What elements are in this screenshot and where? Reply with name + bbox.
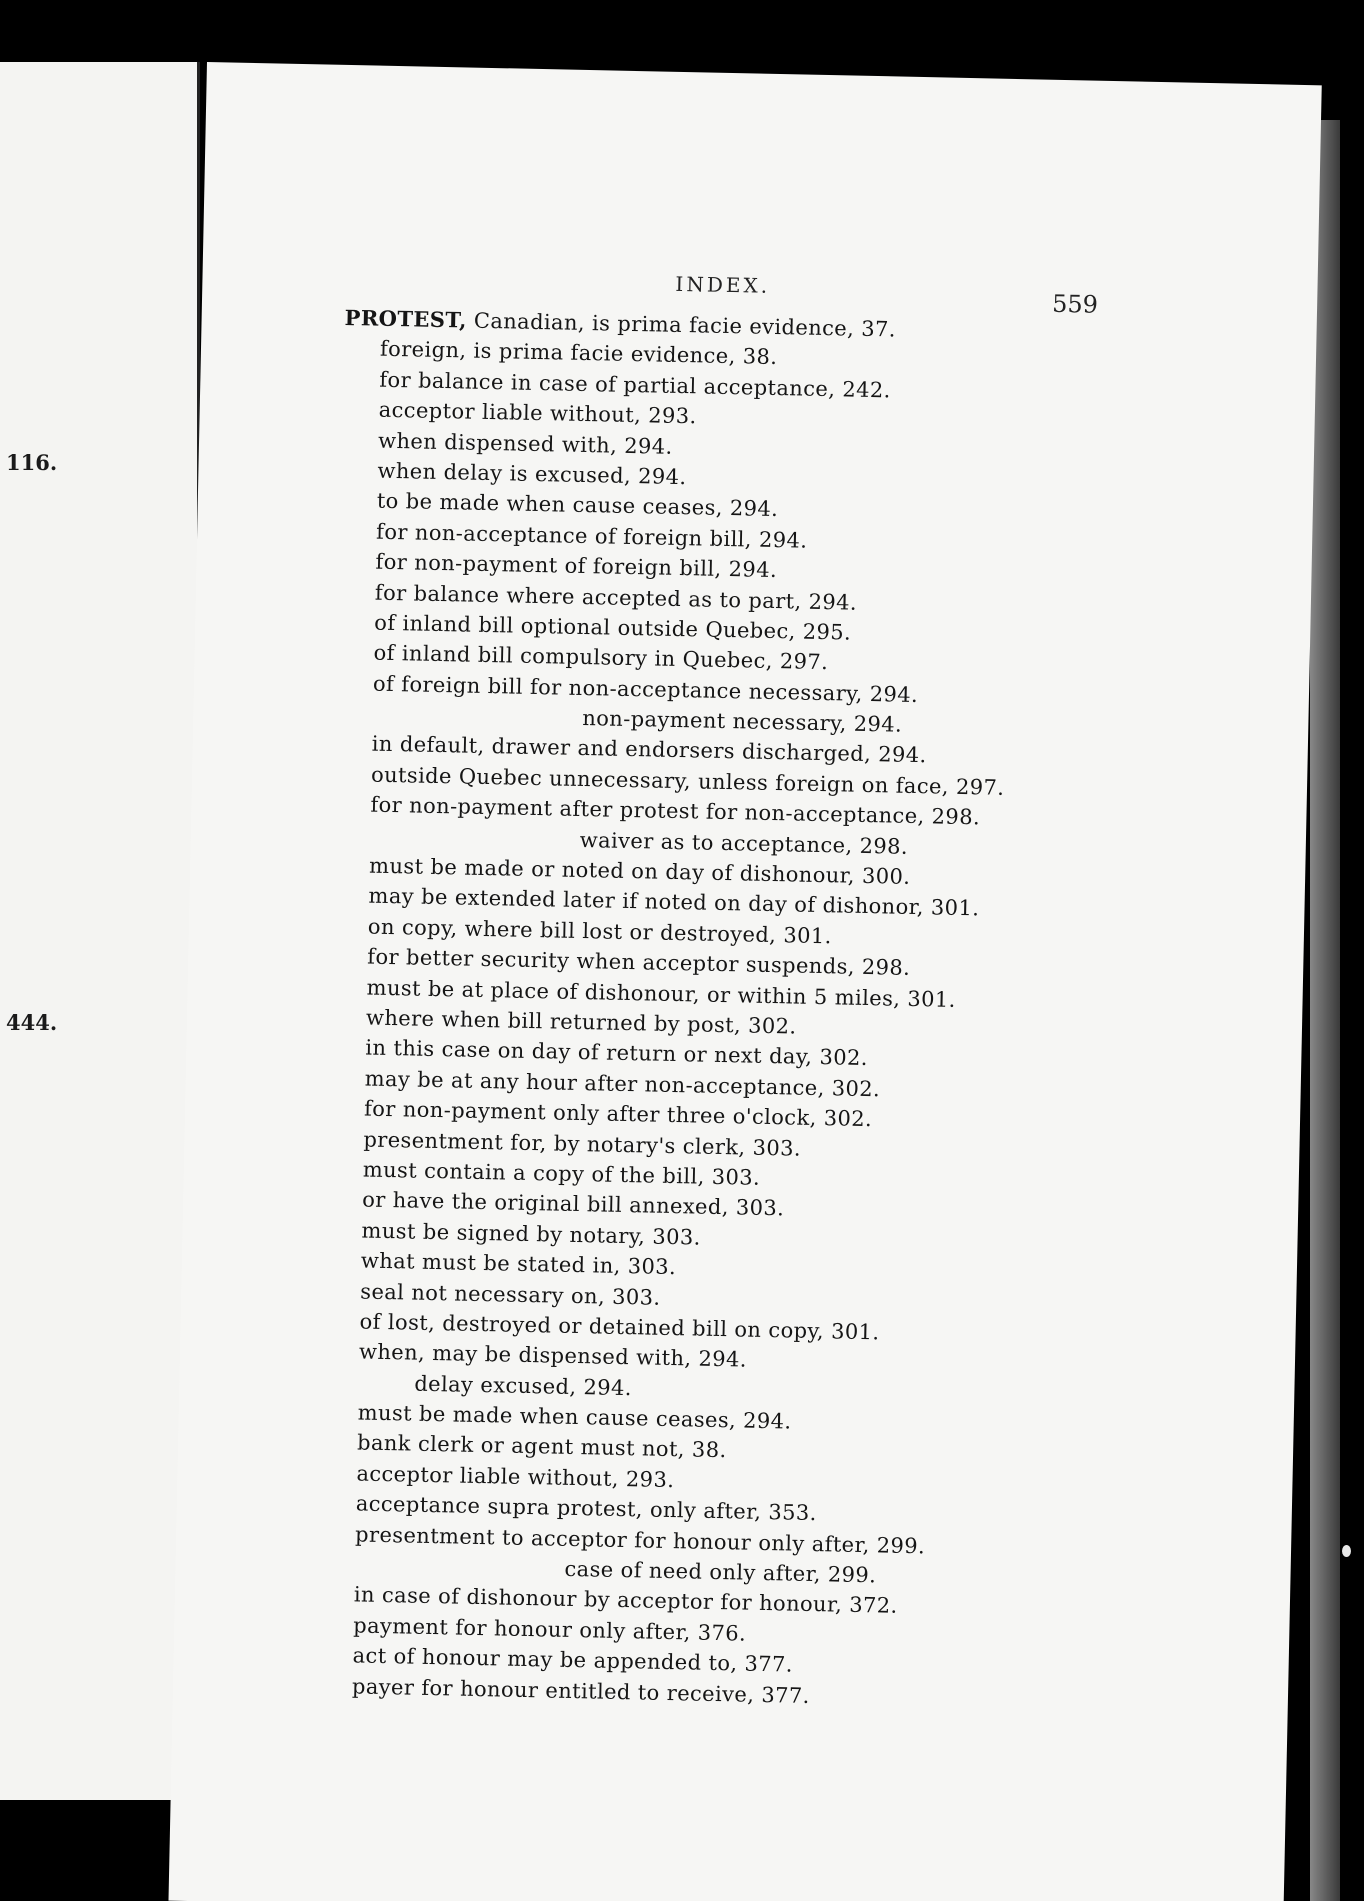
index-entry-list [316,303,1065,1716]
index-entry-text: foreign, is prima facie evidence, 38. [379,337,778,370]
index-entry-text: must be made when cause ceases, 294. [357,1400,792,1434]
index-entry-text: seal not necessary on, 303. [360,1278,661,1310]
index-entry-text: bank clerk or agent must not, 38. [356,1430,727,1463]
index-entry-text: what must be stated in, 303. [360,1248,677,1280]
left-page [0,62,200,1800]
index-entry-text: when dispensed with, 294. [377,428,673,459]
index-entry-text: delay excused, 294. [414,1371,633,1400]
index-entry-text: on copy, where bill lost or destroyed, 301. [367,914,832,949]
index-entry-text: to be made when cause ceases, 294. [376,488,779,522]
index-entry-text: or have the original bill annexed, 303. [361,1187,785,1221]
index-entry-text: in case of dishonour by acceptor for honour, 372. [353,1582,898,1619]
index-entry-text: presentment for, by notary's clerk, 303. [363,1127,802,1161]
running-head: INDEX. [675,271,771,298]
index-entry-text: in default, drawer and endorsers discharged, 294. [371,732,927,768]
right-page [168,62,1321,1901]
index-entry-text: for non-payment only after three o'clock, 302. [363,1096,873,1132]
index-entry-text: Canadian, is prima facie evidence, 37. [466,308,897,342]
index-entry-text: may be extended later if noted on day of dishonor, 301. [368,883,980,921]
index-entry-text: for balance in case of partial acceptance, 242. [379,367,891,403]
index-entry-text: case of need only after, 299. [564,1556,877,1588]
left-margin-number-2: 444. [6,1010,58,1035]
page-number: 559 [1051,289,1099,319]
index-headword: PROTEST, [344,304,468,333]
index-entry-text: non-payment necessary, 294. [582,706,903,737]
index-entry-text: of foreign bill for non-acceptance necessary, 294. [372,671,919,707]
index-entry-text: waiver as to acceptance, 298. [579,827,909,859]
index-entry-text: when, may be dispensed with, 294. [358,1339,748,1372]
index-entry-text: of inland bill optional outside Quebec, 295. [374,610,852,645]
index-entry-text: for balance where accepted as to part, 294. [374,580,858,615]
index-entry-text: acceptor liable without, 293. [356,1461,675,1492]
index-entry-text: act of honour may be appended to, 377. [352,1643,794,1677]
scan-speck [1342,1545,1351,1557]
index-entry-text: of inland bill compulsory in Quebec, 297. [373,640,829,675]
index-entry-text: payer for honour entitled to receive, 377. [351,1673,810,1708]
index-entry-text: must contain a copy of the bill, 303. [362,1157,761,1190]
index-entry-text: must be at place of dishonour, or within 5 miles, 301. [366,975,957,1012]
index-entry-text: may be at any hour after non-acceptance, 302. [364,1066,881,1102]
index-entry-text: in this case on day of return or next day, 302. [365,1035,869,1071]
index-entry-text: presentment to acceptor for honour only after, 299. [354,1522,926,1558]
index-entry-text: for better security when acceptor suspends, 298. [367,944,911,981]
index-entry-text: must be signed by notary, 303. [361,1218,701,1250]
index-entry-text: acceptance supra protest, only after, 353. [355,1491,818,1526]
index-entry-text: outside Quebec unnecessary, unless foreign on face, 297. [370,762,1005,800]
index-entry-text: acceptor liable without, 293. [378,397,697,429]
index-entry-text: for non-payment after protest for non-acceptance, 298. [370,792,981,830]
index-entry-text: for non-payment of foreign bill, 294. [375,549,778,583]
left-margin-number-1: 116. [6,450,58,475]
index-entry-text: of lost, destroyed or detained bill on copy, 301. [359,1309,880,1345]
index-entry-text: for non-acceptance of foreign bill, 294. [375,519,808,553]
index-entry-text: where when bill returned by post, 302. [365,1005,797,1039]
index-entry-text: must be made or noted on day of dishonour, 300. [368,853,911,889]
index-entry-text: payment for honour only after, 376. [353,1613,747,1646]
index-entry-text: when delay is excused, 294. [377,458,687,490]
